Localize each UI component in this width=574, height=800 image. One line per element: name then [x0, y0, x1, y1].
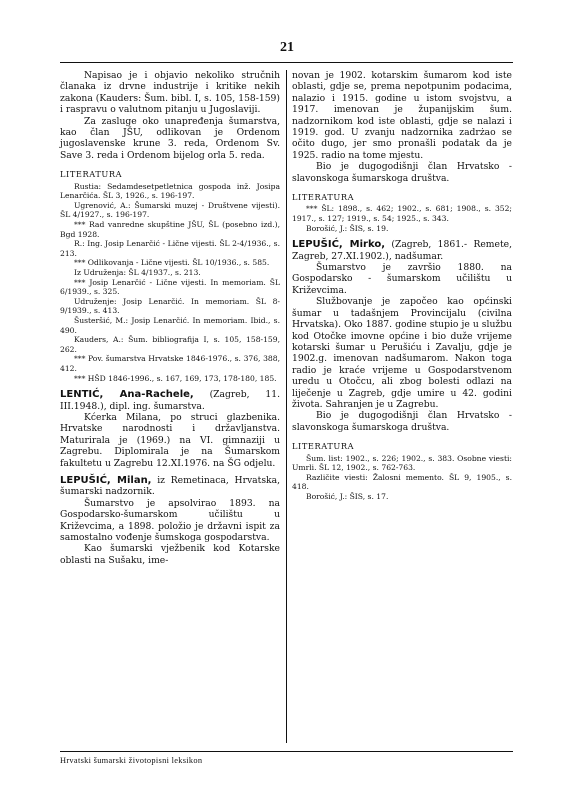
literature-item: Borošić, J.: ŠIS, s. 19. — [306, 223, 389, 233]
entry-lepusic-mirko — [292, 239, 512, 262]
literature-item: *** ŠL: 1898., s. 462; 1902., s. 681; 1908., s. 352; 1917., s. 127; 1919., s. 54; 1925., s. 343. — [292, 204, 512, 224]
literature-heading: LITERATURA — [292, 192, 355, 203]
paragraph: Bio je dugogodišnji član Hrvatsko - slavonskoga šumarskoga društva. — [292, 161, 512, 184]
literature-item: Šusteršić, M.: Josip Lenarčić. In memoriam. Ibid., s. 490. — [60, 315, 280, 335]
left-column — [60, 70, 280, 566]
bottom-rule — [60, 751, 513, 752]
literature-heading: LITERATURA — [60, 169, 123, 180]
paragraph: Za zasluge oko unapređenja šumarstva, kao član JŠU, odlikovan je Ordenom jugoslavenske krune 3. reda, Ordenom Sv. Save 3. reda i Ordenom bijelog orla 5. reda. — [60, 115, 280, 161]
right-column — [292, 70, 512, 502]
entry-intro: (Zagreb, 11. III.1948.), dipl. ing. šumarstva. — [60, 389, 280, 412]
literature-item: Udruženje: Josip Lenarčić. In memoriam. ŠL 8-9/1939., s. 413. — [60, 296, 280, 316]
page-number: 21 — [280, 40, 294, 55]
literature-item: Ugrenović, A.: Šumarski muzej - Društvene vijesti). ŠL 4/1927., s. 196-197. — [60, 200, 280, 220]
footer-text: Hrvatski šumarski životopisni leksikon — [60, 756, 203, 765]
entry-heading: LEPUŠIĆ, Milan, — [60, 474, 152, 486]
paragraph: Kao šumarski vježbenik kod Kotarske oblasti na Sušaku, ime- — [60, 543, 280, 566]
entry-heading: LEPUŠIĆ, Mirko, — [292, 239, 385, 251]
entry-intro: (Zagreb, 1861.- Remete, Zagreb, 27.XI.1902.), nadšumar. — [292, 239, 512, 262]
literature-item: Kauders, A.: Šum. bibliografija I, s. 105, 158-159, 262. — [60, 335, 280, 354]
paragraph: Službovanje je započeo kao općinski šumar u tadašnjem Provincijalu (civilna Hrvatska). Oko 1887. godine stupio je u službu kod Otočke imovne općine i bio duže vrijeme kotarski šumar u Perušiću i Zavalju, gdje je 1902.g. imenovan nadšumarom. Nakon toga radio je kraće vrijeme u Gospodarstvenom uredu u Otočcu, ali zbog bolesti odlazi na liječenje u Zagreb, gdje umire u 42. godini života. Sahranjen je u Zagrebu. — [292, 296, 512, 410]
paragraph: Kćerka Milana, po struci glazbenika. Hrvatske narodnosti i državljanstva. Maturirala je (1969.) na VI. gimnaziji u Zagrebu. Diplomirala je na Šumarskom fakultetu u Zagrebu 12.XI.1976. na ŠG odjelu. — [60, 411, 280, 469]
literature-heading: LITERATURA — [292, 441, 355, 452]
entry-intro: iz Remetinaca, Hrvatska, šumarski nadzornik. — [60, 474, 281, 498]
literature-item: Rustia: Sedamdesetpetletnica gospoda inž. Josipa Lenarčića. ŠL 3, 1926., s. 196-197. — [60, 181, 280, 201]
literature-item: Šum. list: 1902., s. 226; 1902., s. 383. Osobne viesti: Umrli. ŠL 12, 1902., s. 762-763. — [292, 453, 512, 473]
paragraph: Šumarstvo je apsolvirao 1893. na Gospodarsko-šumarskom učilištu u Križevcima, a 1898. položio je državni ispit za samostalno vođenje šumskoga gospodarstva. — [60, 497, 280, 543]
literature-item: *** Odlikovanja - Lične vijesti. ŠL 10/1936., s. 585. — [74, 258, 270, 268]
literature-item: *** Josip Lenarčić - Lične vijesti. In memoriam. ŠL 6/1939., s. 325. — [60, 277, 280, 297]
paragraph: Šumarstvo je završio 1880. na Gospodarsko - šumarskom učilištu u Križevcima. — [292, 262, 512, 296]
top-rule — [60, 62, 513, 63]
paragraph: novan je 1902. kotarskim šumarom kod iste oblasti, gdje se, prema nepotpunim podacima, nalazio i 1915. godine u istom svojstvu, a 1917. imenovan je županijskim šum. nadzornikom kod iste oblasti, gdje se nalazi i 1919. god. U zvanju nadzornika zadrżao se očito dugo, jer smo pronašli podatak da je 1925. radio na tome mjestu. — [292, 70, 512, 161]
literature-item: Iz Udruženja: ŠL 4/1937., s. 213. — [74, 268, 201, 277]
entry-heading: LENTIĆ, Ana-Rachele, — [60, 389, 194, 401]
literature-item: *** Pov. šumarstva Hrvatske 1846-1976., s. 376, 388, 412. — [60, 354, 280, 373]
paragraph: Napisao je i objavio nekoliko stručnih članaka iz drvne industrije i kritike nekih zakona (Kauders: Šum. bibl. I, s. 105, 158-159) i raspravu o valutnom pitanju u Jugoslaviji. — [60, 70, 280, 116]
literature-item: Različite viesti: Žalosni memento. ŠL 9, 1905., s. 418. — [292, 472, 512, 492]
literature-item: *** HŠD 1846-1996., s. 167, 169, 173, 178-180, 185. — [74, 373, 277, 383]
literature-item: *** Rad vanredne skupštine JŠU, ŠL (posebno izd.), Bgd 1928. — [60, 220, 280, 239]
literature-item: Borošić, J.: ŠIS, s. 17. — [306, 491, 389, 501]
paragraph: Bio je dugogodišnji član Hrvatsko - slavonskoga šumarskoga društva. — [292, 410, 512, 433]
column-divider — [286, 70, 287, 743]
entry-lepusic-milan — [60, 475, 280, 498]
literature-item: R.: Ing. Josip Lenarčić - Lične vijesti. ŠL 2-4/1936., s. 213. — [60, 239, 280, 258]
entry-lentic — [60, 389, 280, 412]
